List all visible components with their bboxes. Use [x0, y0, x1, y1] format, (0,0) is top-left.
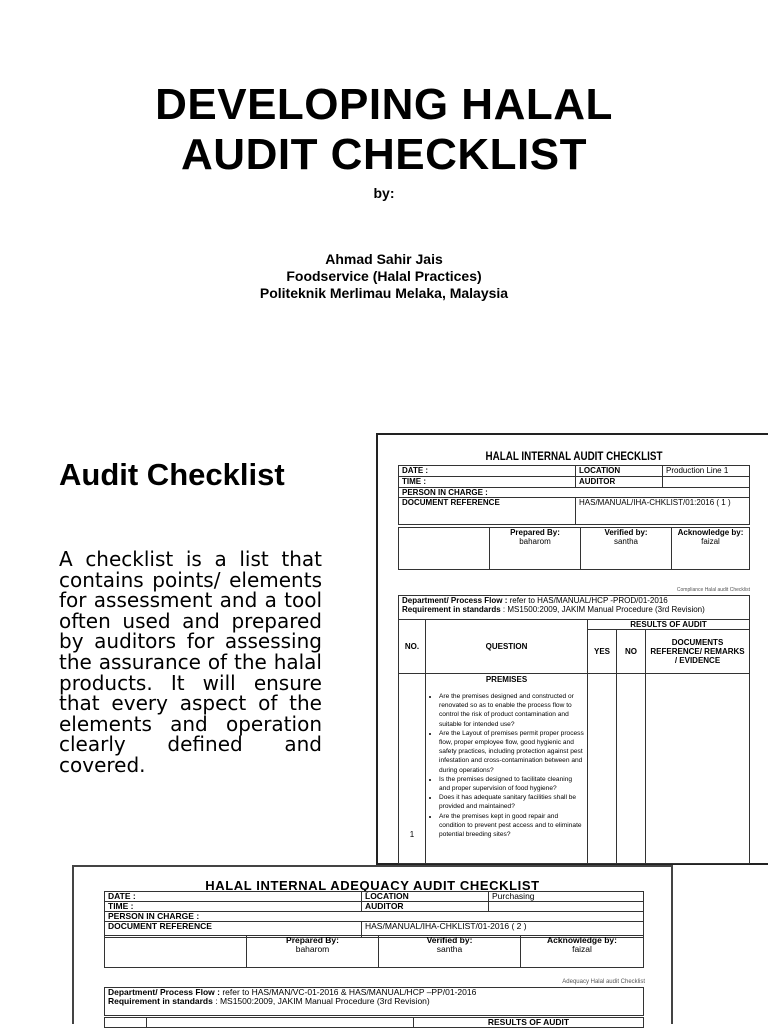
question-item: • Is the premises designed to facilitate cleaning and proper supervision of food hygiene?	[439, 775, 584, 793]
dept-requirement-cell	[399, 596, 750, 620]
form1-footer-note: Compliance Halal audit Checklist	[676, 587, 750, 593]
form1-question-table	[398, 619, 750, 864]
signoff-blank	[399, 528, 490, 570]
time-label: TIME :	[105, 902, 362, 912]
auditor-label: AUDITOR	[362, 902, 489, 912]
halal-internal-adequacy-audit-checklist-form	[72, 865, 673, 1027]
form2-scope-table	[104, 987, 644, 1016]
dept-label: Department/ Process Flow :	[402, 596, 508, 605]
requirement-label: Requirement in standards	[108, 996, 213, 1006]
audit-checklist-heading: Audit Checklist	[59, 457, 285, 492]
acknowledge-by-cell	[521, 936, 644, 968]
title-line-1: DEVELOPING HALAL	[155, 80, 613, 129]
no-cell	[617, 674, 646, 864]
col-yes: YES	[588, 630, 617, 674]
presentation-title	[0, 80, 768, 180]
author-name: Ahmad Sahir Jais	[325, 251, 443, 267]
prepared-by-value: baharom	[519, 537, 551, 546]
col-no-blank	[105, 1018, 147, 1028]
dept-requirement-cell	[105, 988, 644, 1016]
documents-cell	[646, 674, 750, 864]
form2-title: HALAL INTERNAL ADEQUACY AUDIT CHECKLIST	[205, 878, 540, 893]
form1-header-table	[398, 465, 750, 525]
question-item: • Are the Layout of premises permit proper process flow, proper employee flow, good hygienic and safety practices, including protection against pest infestation and cross-contamination between and during operations?	[439, 729, 584, 775]
date-label: DATE :	[399, 466, 576, 477]
prepared-by-label: Prepared By:	[286, 935, 339, 945]
question-item: • Are the premises kept in good repair and condition to prevent pest access and to eliminate potential breeding sites?	[439, 812, 584, 840]
date-label: DATE :	[105, 892, 362, 902]
yes-cell	[588, 674, 617, 864]
acknowledge-by-label: Acknowledge by:	[677, 528, 744, 537]
acknowledge-by-label: Acknowledge by:	[547, 935, 617, 945]
document-reference-label: DOCUMENT REFERENCE	[399, 498, 576, 525]
person-in-charge-label: PERSON IN CHARGE :	[399, 488, 750, 498]
prepared-by-label: Prepared By:	[510, 528, 560, 537]
dept-label: Department/ Process Flow :	[108, 987, 220, 997]
dept-value: refer to HAS/MANUAL/HCP -PROD/01-2016	[509, 596, 668, 605]
acknowledge-by-value: faizal	[701, 537, 720, 546]
document-reference-label: DOCUMENT REFERENCE	[105, 922, 362, 938]
question-item: • Are the premises designed and constructed or renovated so as to enable the process flow to control the risk of product contamination and suitable for intended use?	[439, 692, 584, 729]
acknowledge-by-value: faizal	[572, 944, 592, 954]
title-slide	[0, 0, 768, 420]
audit-checklist-description: A checklist is a list that contains points/ elements for assessment and a tool often used and prepared by auditors for assessing the assurance of the halal products. It will ensure that every aspect of the elements and operation clearly defined and covered.	[59, 547, 322, 777]
document-reference-value: HAS/MANUAL/IHA-CHKLIST/01-2016 ( 2 )	[362, 922, 644, 938]
person-in-charge-label: PERSON IN CHARGE :	[105, 912, 644, 922]
requirement-label: Requirement in standards	[402, 605, 501, 614]
form1-scope-table	[398, 595, 750, 620]
prepared-by-cell	[247, 936, 379, 968]
location-value: Production Line 1	[663, 466, 750, 477]
form2-header-table	[104, 891, 644, 938]
form2-question-header	[104, 1017, 644, 1028]
by-label: by:	[373, 185, 395, 201]
dept-value: refer to HAS/MAN/VC-01-2016 & HAS/MANUAL/HCP –PP/01-2016	[222, 987, 477, 997]
title-line-2: AUDIT CHECKLIST	[181, 130, 587, 179]
row-number: 1	[399, 674, 426, 864]
section-premises: PREMISES	[485, 675, 528, 684]
col-question-blank	[147, 1018, 414, 1028]
question-cell	[426, 674, 588, 864]
requirement-value: : MS1500:2009, JAKIM Manual Procedure (3rd Revision)	[502, 605, 705, 614]
form2-footer-note: Adequacy Halal audit Checklist	[562, 979, 645, 985]
halal-internal-audit-checklist-form	[376, 433, 768, 865]
form2-signoff-table	[104, 935, 644, 968]
question-list	[429, 692, 584, 839]
verified-by-value: santha	[613, 537, 639, 546]
col-no: NO.	[399, 620, 426, 674]
author-block	[0, 251, 768, 302]
author-institution: Politeknik Merlimau Melaka, Malaysia	[259, 285, 509, 301]
acknowledge-by-cell	[672, 528, 750, 570]
verified-by-value: santha	[436, 944, 463, 954]
question-item: • Does it has adequate sanitary facilities shall be provided and maintained?	[439, 793, 584, 811]
auditor-value	[663, 477, 750, 488]
auditor-label: AUDITOR	[576, 477, 663, 488]
verified-by-label: Verified by:	[426, 935, 473, 945]
form1-signoff-table	[398, 527, 750, 570]
location-value: Purchasing	[489, 892, 644, 902]
col-documents: DOCUMENTS REFERENCE/ REMARKS / EVIDENCE	[646, 630, 750, 674]
results-of-audit-header: RESULTS OF AUDIT	[588, 620, 750, 630]
author-department: Foodservice (Halal Practices)	[286, 268, 482, 284]
document-reference-value: HAS/MANUAL/IHA-CHKLIST/01:2016 ( 1 )	[576, 498, 750, 525]
col-question: QUESTION	[426, 620, 588, 674]
form1-title: HALAL INTERNAL AUDIT CHECKLIST	[485, 449, 663, 463]
location-label: LOCATION	[362, 892, 489, 902]
verified-by-cell	[379, 936, 521, 968]
auditor-value	[489, 902, 644, 912]
verified-by-label: Verified by:	[604, 528, 648, 537]
results-of-audit-header: RESULTS OF AUDIT	[414, 1018, 644, 1028]
verified-by-cell	[581, 528, 672, 570]
prepared-by-cell	[490, 528, 581, 570]
signoff-blank	[105, 936, 247, 968]
location-label: LOCATION	[576, 466, 663, 477]
prepared-by-value: baharom	[295, 944, 330, 954]
requirement-value: : MS1500:2009, JAKIM Manual Procedure (3rd Revision)	[215, 996, 430, 1006]
time-label: TIME :	[399, 477, 576, 488]
col-no-answer: NO	[617, 630, 646, 674]
